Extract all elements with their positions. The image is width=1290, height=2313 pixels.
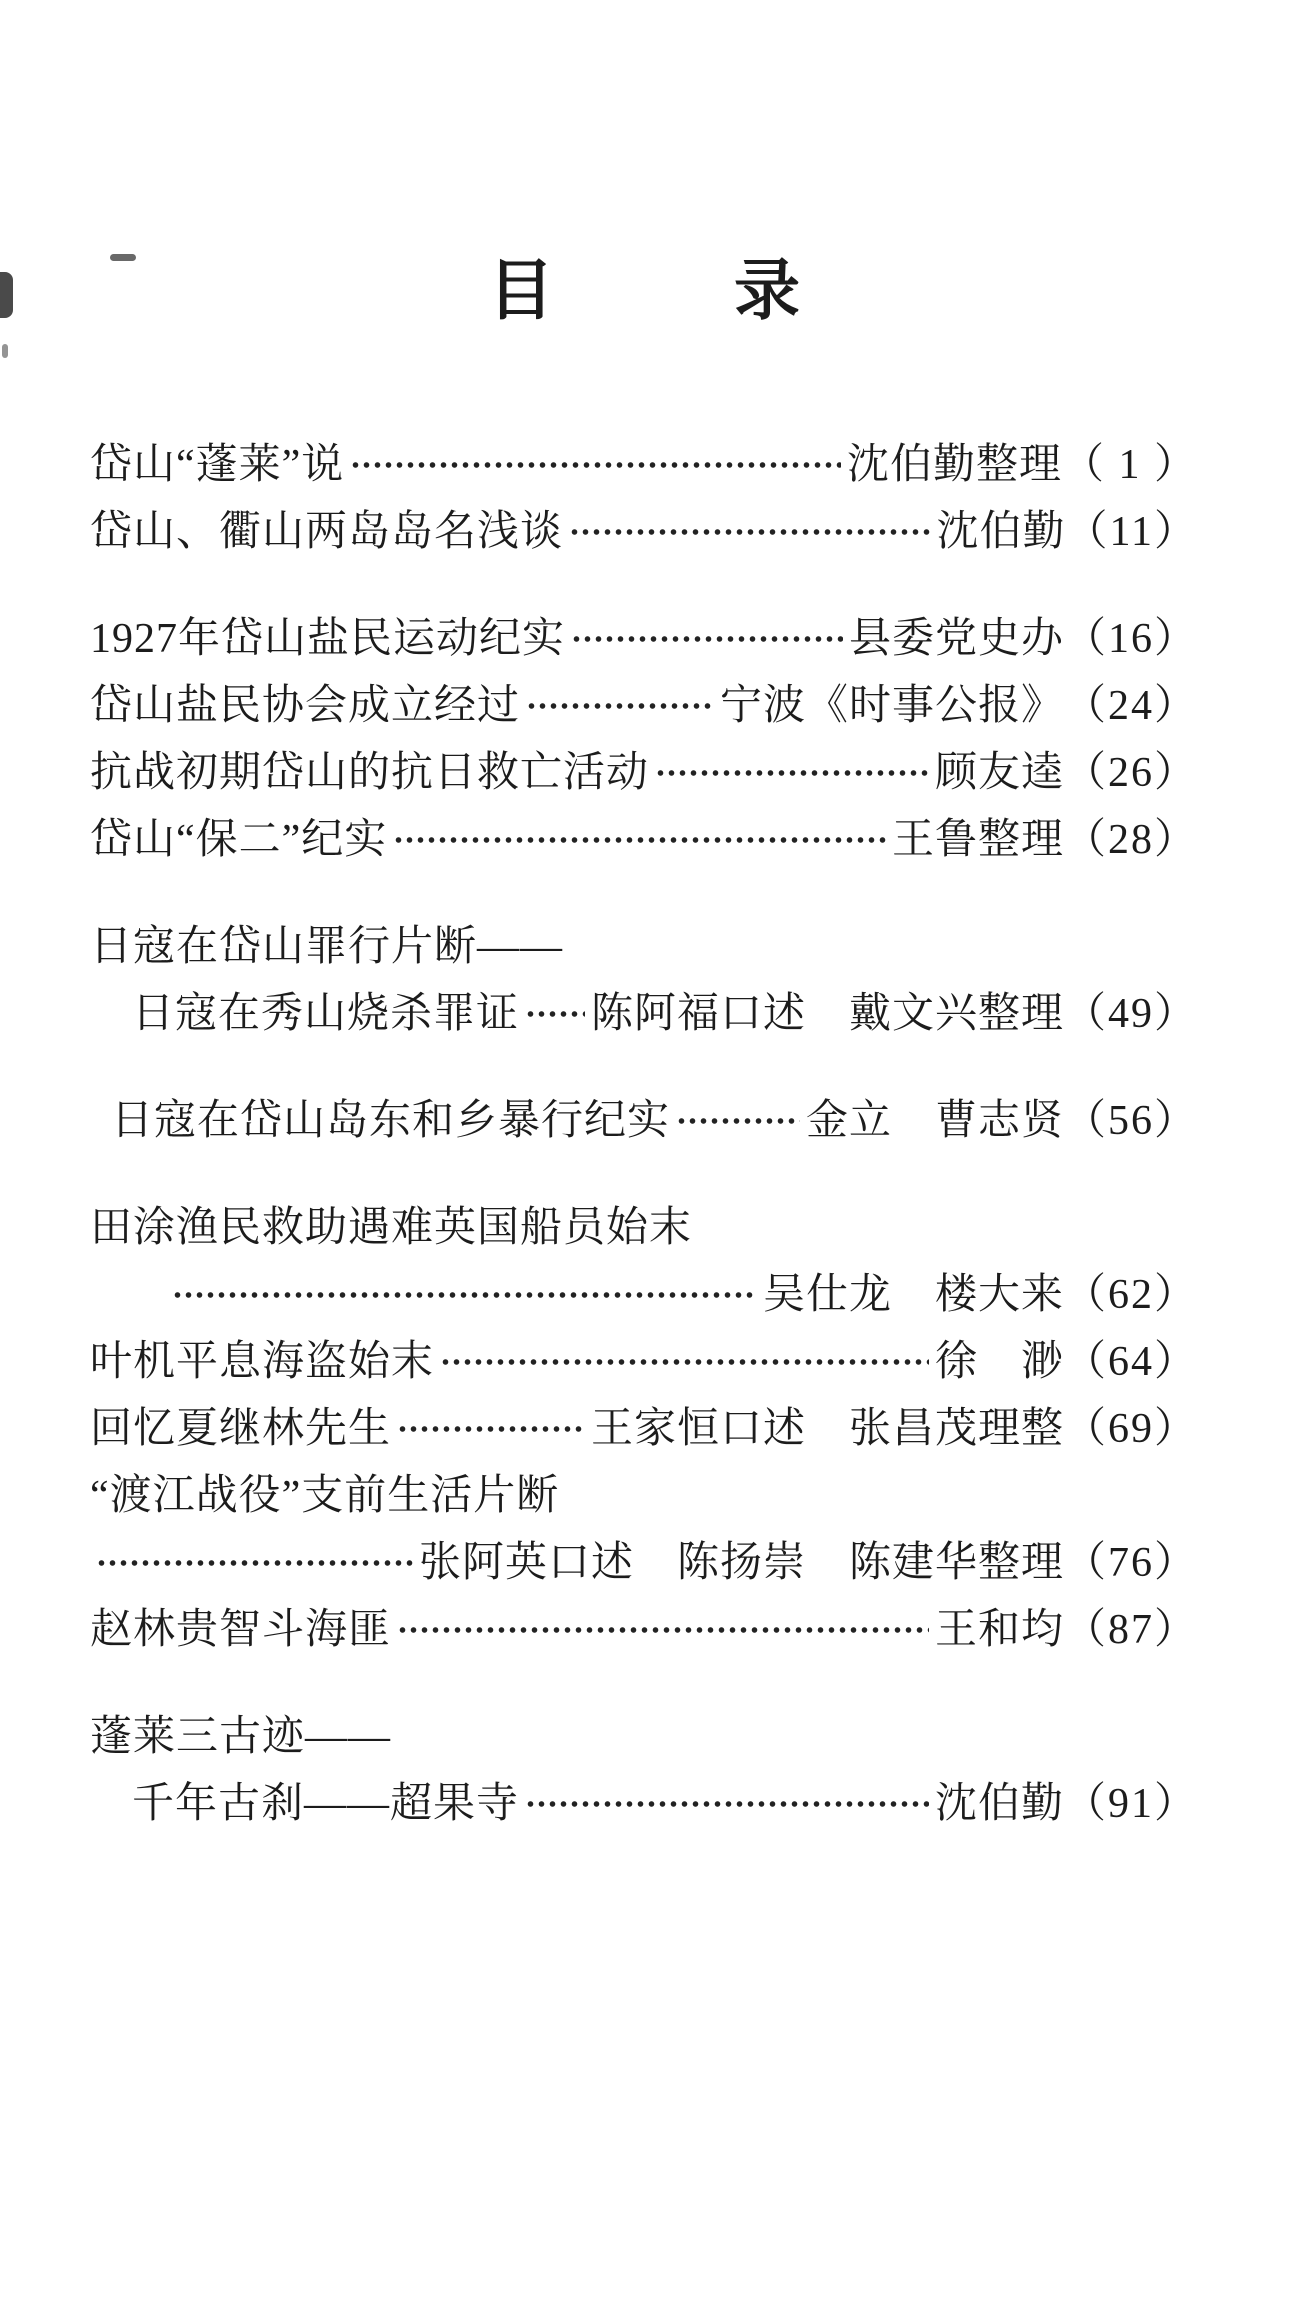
entry-author: 陈阿福口述 戴文兴整理 (590, 990, 1064, 1037)
entry-author: 沈伯勤 (936, 508, 1066, 555)
dot-leader (653, 752, 929, 794)
entry-author: 宁波《时事公报》 (719, 682, 1064, 729)
dot-leader (569, 618, 843, 660)
scan-artifact (0, 272, 13, 318)
toc-entry-row (90, 498, 1198, 565)
title-char-right: 录 (734, 255, 800, 328)
dot-leader (94, 1542, 413, 1584)
toc-entry-row (90, 605, 1198, 672)
toc-entry-row (90, 1462, 1198, 1529)
entry-page-number: （91） (1063, 1780, 1198, 1827)
toc-entry-row (90, 1529, 1198, 1596)
entry-author: 王和均 (934, 1606, 1064, 1653)
page-title (90, 252, 1198, 331)
entry-page-number: （87） (1063, 1606, 1198, 1653)
dot-leader (395, 1408, 585, 1450)
entry-title: 抗战初期岱山的抗日救亡活动 (90, 749, 650, 796)
entry-title: 赵林贵智斗海匪 (90, 1606, 392, 1653)
entry-author: 金立 曹志贤 (805, 1097, 1064, 1144)
entry-author: 王家恒口述 张昌茂理整 (590, 1405, 1064, 1452)
entry-title: 岱山、衢山两岛岛名浅谈 (90, 508, 564, 555)
toc-entry-row (90, 913, 1198, 980)
entry-title: 日寇在秀山烧杀罪证 (132, 990, 520, 1037)
dot-leader (524, 685, 714, 727)
dot-leader (674, 1100, 800, 1142)
entry-page-number: （28） (1063, 816, 1198, 863)
toc-entry-row (90, 1596, 1198, 1663)
entry-title: 1927年岱山盐民运动纪实 (90, 615, 566, 662)
dot-leader (395, 1609, 929, 1651)
entry-title: 岱山“保二”纪实 (90, 816, 388, 863)
entry-title: 岱山“蓬莱”说 (90, 441, 345, 488)
entry-title: 千年古刹——超果寺 (132, 1780, 520, 1827)
toc-page (0, 252, 1290, 2313)
entry-title: 日寇在岱山岛东和乡暴行纪实 (111, 1097, 671, 1144)
dot-leader (567, 511, 931, 553)
dot-leader (170, 1274, 757, 1316)
entry-page-number: （64） (1063, 1338, 1198, 1385)
entry-page-number: （56） (1063, 1097, 1198, 1144)
entry-page-number: （49） (1063, 990, 1198, 1037)
entry-page-number: （62） (1063, 1271, 1198, 1318)
entry-author: 张阿英口述 陈扬崇 陈建华整理 (418, 1539, 1064, 1586)
entry-page-number: （26） (1063, 749, 1198, 796)
entry-title: “渡江战役”支前生活片断 (90, 1472, 560, 1519)
dot-leader (523, 1783, 929, 1825)
toc-entry-row (90, 739, 1198, 806)
entry-page-number: （76） (1063, 1539, 1198, 1586)
title-char-left: 目 (488, 255, 554, 328)
entry-author: 顾友逵 (934, 749, 1064, 796)
entry-author: 吴仕龙 楼大来 (762, 1271, 1064, 1318)
toc-entry-row (90, 980, 1198, 1047)
scan-artifact (2, 344, 8, 358)
entry-page-number: （69） (1063, 1405, 1198, 1452)
entry-author: 徐 渺 (934, 1338, 1064, 1385)
dot-leader (391, 819, 886, 861)
entry-title: 日寇在岱山罪行片断—— (90, 923, 564, 970)
entry-page-number: （11） (1065, 508, 1198, 555)
entry-title: 岱山盐民协会成立经过 (90, 682, 521, 729)
entry-title: 田涂渔民救助遇难英国船员始末 (90, 1204, 693, 1251)
toc-entry-row (90, 1328, 1198, 1395)
toc-entries (90, 431, 1198, 1837)
toc-entry-row (90, 672, 1198, 739)
entry-author: 县委党史办 (848, 615, 1064, 662)
toc-entry-row (90, 1703, 1198, 1770)
scan-artifact (110, 254, 136, 261)
dot-leader (523, 993, 585, 1035)
toc-entry-row (90, 806, 1198, 873)
entry-author: 沈伯勤整理 (846, 441, 1062, 488)
toc-entry-row (90, 1261, 1198, 1328)
entry-author: 王鲁整理 (891, 816, 1064, 863)
toc-entry-row (90, 431, 1198, 498)
entry-page-number: （24） (1063, 682, 1198, 729)
entry-page-number: （16） (1063, 615, 1198, 662)
entry-title: 蓬莱三古迹—— (90, 1713, 392, 1760)
toc-entry-row (90, 1087, 1198, 1154)
toc-entry-row (90, 1194, 1198, 1261)
entry-title: 回忆夏继林先生 (90, 1405, 392, 1452)
toc-entry-row (90, 1395, 1198, 1462)
dot-leader (348, 444, 841, 486)
toc-entry-row (90, 1770, 1198, 1837)
dot-leader (438, 1341, 929, 1383)
entry-author: 沈伯勤 (934, 1780, 1064, 1827)
entry-page-number: （ 1 ） (1061, 441, 1198, 488)
entry-title: 叶机平息海盗始末 (90, 1338, 435, 1385)
